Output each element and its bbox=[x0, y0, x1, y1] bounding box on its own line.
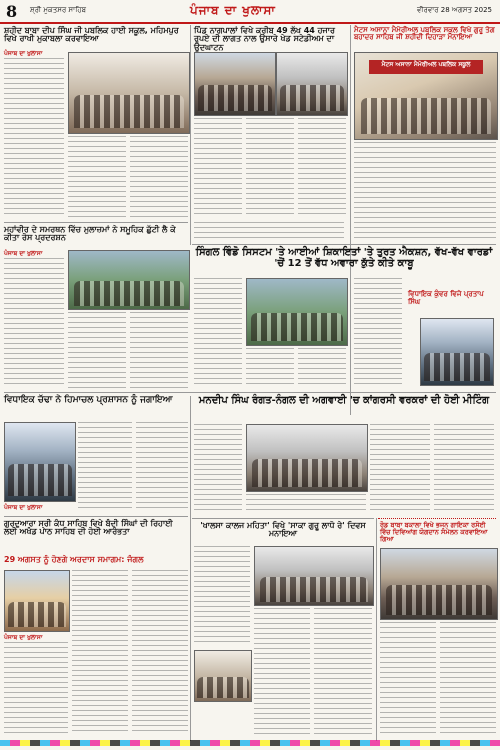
school-photo bbox=[68, 52, 190, 134]
article-text bbox=[314, 608, 372, 735]
article-text bbox=[132, 570, 188, 735]
headline-khalsa-college: 'ਖਾਲਸਾ ਕਾਲਜ ਮਹਿਤਾ' ਵਿਖੇ 'ਸਾਕਾ ਗੁਰੂ ਲਾਧੋ ਰੇ' ਦਿਵਸ ਮਨਾਇਆ bbox=[200, 521, 366, 539]
byline: ਪੰਜਾਬ ਦਾ ਖੁਲਾਸਾ bbox=[4, 250, 43, 257]
article-text bbox=[246, 494, 366, 514]
article-text bbox=[246, 348, 294, 388]
divyang-event-photo bbox=[380, 548, 498, 620]
headline-protest: ਮਹਾਂਵੀਰ ਦੇ ਸਮਰਥਨ ਵਿੱਚ ਮੁਲਾਜ਼ਮਾਂ ਨੇ ਸਮੂਹਿਕ ਛੁੱਟੀ ਲੈ ਕੇ ਕੀਤਾ ਰੋਸ ਪ੍ਰਦਰਸ਼ਨ bbox=[4, 225, 176, 243]
byline: ਪੰਜਾਬ ਦਾ ਖੁਲਾਸਾ bbox=[4, 50, 43, 57]
article-text bbox=[354, 142, 496, 242]
article-text bbox=[68, 312, 126, 388]
article-text bbox=[440, 622, 496, 735]
gurdwara-photo bbox=[4, 570, 70, 632]
headline-stadium: ਪਿੰਡ ਨਾਗਪਾਲਾਂ ਵਿਖੇ ਕਰੀਬ 49 ਲੱਖ 44 ਹਜਾਰ ਰੁਪਏ ਦੀ ਲਾਗਤ ਨਾਲ ਉਸਾਰੇ ਖੇਡ ਸਟੇਡੀਅਮ ਦਾ ਉਦਘਾਟਨ bbox=[194, 26, 336, 52]
article-text bbox=[68, 136, 126, 218]
article-text bbox=[194, 118, 242, 218]
article-text bbox=[434, 424, 494, 514]
article-text bbox=[298, 348, 346, 388]
article-text bbox=[370, 424, 430, 514]
school-event-photo bbox=[354, 52, 498, 140]
headline-divyang: ਰੋਡ ਬਾਬਾ ਬਕਾਲਾ ਵਿਖੇ ਭਜਨ ਗਾਇਕਾ ਰਸੋਈ ਵਿੱਚ ਦਿਵਿਆਂਗ ਯੋਗਦਾਨ ਸੰਮੇਲਨ ਕਰਵਾਇਆ ਗਿਆ bbox=[380, 521, 488, 543]
section-divider bbox=[4, 222, 188, 223]
headline-shaheedi-divas: ਮੈਟਸ ਅਸਾਨਾ ਮੈਮੋਰੀਅਲ ਪਬਲਿਕ ਸਕੂਲ ਵਿਖੇ ਗੁਰੂ ਤੇਗ ਬਹਾਦਰ ਸਾਹਿਬ ਜੀ ਸ਼ਹੀਦੀ ਦਿਹਾੜਾ ਮਨਾਇਆ bbox=[354, 26, 495, 42]
stray-dogs-photo bbox=[246, 278, 348, 346]
article-text bbox=[354, 278, 402, 388]
print-color-bar bbox=[0, 740, 500, 746]
section-divider bbox=[192, 518, 374, 519]
headline-gurdwara: ਗੁਰਦੁਆਰਾ ਸ੍ਰੀ ਕੰਧ ਸਾਹਿਬ ਵਿਖੇ ਬੰਦੀ ਸਿੰਘਾਂ ਦੀ ਰਿਹਾਈ ਲਈ ਅਖੰਡ ਪਾਠ ਸਾਹਿਬ ਦੀ ਹੋਈ ਆਰੰਭਤਾ bbox=[4, 519, 173, 537]
column-divider bbox=[350, 25, 351, 415]
article-text bbox=[298, 118, 346, 218]
article-text bbox=[72, 570, 128, 735]
headline-congress-meeting: ਮਨਦੀਪ ਸਿੰਘ ਰੰਗਤ-ਨੰਗਲ ਦੀ ਅਗਵਾਈ 'ਚ ਕਾਂਗਰਸੀ ਵਰਕਰਾਂ ਦੀ ਹੋਈ ਮੀਟਿੰਗ bbox=[198, 395, 490, 406]
mla-portrait bbox=[420, 318, 494, 386]
headline-stray-dogs: ਸਿੰਗਲ ਵਿੰਡੋ ਸਿਸਟਮ 'ਤੇ ਆਈਆਂ ਸ਼ਿਕਾਇਤਾਂ 'ਤੇ ਤੁਰਤ ਐਕਸ਼ਨ, ਵੱਖ-ਵੱਖ ਵਾਰਡਾਂ 'ਚੋਂ 12 ਤੋਂ ਵੱਧ ਅਵਾਰਾ ਕੁੱਤੇ ਕੀਤੇ ਕਾਬੂ bbox=[195, 247, 493, 269]
congress-meeting-photo bbox=[246, 424, 368, 492]
newspaper-title: ਪੰਜਾਬ ਦਾ ਖੁਲਾਸਾ bbox=[190, 3, 276, 17]
article-text bbox=[194, 424, 242, 514]
section-divider bbox=[378, 518, 496, 520]
section-divider bbox=[4, 516, 188, 517]
pull-quote: ਵਿਧਾਇਕ ਕੁੰਵਰ ਵਿਜੇ ਪ੍ਰਤਾਪ ਸਿੰਘ bbox=[408, 290, 484, 307]
byline: ਪੰਜਾਬ ਦਾ ਖੁਲਾਸਾ bbox=[4, 634, 43, 641]
article-text bbox=[4, 58, 64, 218]
column-divider bbox=[190, 25, 191, 245]
issue-date: ਵੀਰਵਾਰ 28 ਅਗਸਤ 2025 bbox=[417, 6, 492, 14]
article-text bbox=[380, 622, 436, 735]
article-text bbox=[130, 312, 188, 388]
masthead-location: ਸ਼੍ਰੀ ਮੁਕਤਸਰ ਸਾਹਿਬ bbox=[30, 6, 87, 14]
stadium-photo-2 bbox=[276, 52, 348, 116]
headline-himachal: ਵਿਧਾਇਕ ਚੱਢਾ ਨੇ ਹਿਮਾਚਲ ਪ੍ਰਸ਼ਾਸਨ ਨੂੰ ਜਗਾਇਆ bbox=[4, 395, 173, 405]
masthead bbox=[0, 0, 500, 24]
article-text bbox=[78, 422, 132, 512]
article-text bbox=[194, 222, 344, 242]
headline-school-rakhi: ਸ਼ਹੀਦ ਬਾਬਾ ਦੀਪ ਸਿੰਘ ਜੀ ਪਬਲਿਕ ਹਾਈ ਸਕੂਲ, ਮਹਿਮਪੁਰ ਵਿਖੇ ਰਾਖੀ ਮੁਕਾਬਲਾ ਕਰਵਾਇਆ bbox=[4, 26, 179, 44]
section-divider bbox=[4, 392, 496, 393]
mla-chadha-photo bbox=[4, 422, 76, 502]
column-divider bbox=[190, 396, 191, 741]
article-text bbox=[136, 422, 188, 512]
section-divider bbox=[192, 244, 496, 245]
protest-photo bbox=[68, 250, 190, 310]
article-text bbox=[130, 136, 188, 218]
stadium-photo-1 bbox=[194, 52, 276, 116]
page-number: 8 bbox=[6, 2, 18, 21]
college-event-photo bbox=[254, 546, 374, 606]
article-text bbox=[4, 642, 68, 735]
college-inset-photo bbox=[194, 650, 252, 702]
article-text bbox=[254, 608, 310, 735]
article-text bbox=[4, 258, 64, 388]
column-divider bbox=[376, 518, 377, 741]
photo-banner-text: ਮੈਟਸ ਅਸਾਨਾ ਮੈਮੋਰੀਅਲ ਪਬਲਿਕ ਸਕੂਲ bbox=[369, 60, 483, 74]
article-text bbox=[194, 278, 242, 388]
byline: ਪੰਜਾਬ ਦਾ ਖੁਲਾਸਾ bbox=[4, 504, 43, 511]
article-text bbox=[246, 118, 294, 218]
article-text bbox=[194, 546, 250, 646]
headline-ardas: 29 ਅਗਸਤ ਨੂੰ ਹੋਣਗੇ ਅਰਦਾਸ ਸਮਾਗਮ: ਜੰਗਲ bbox=[4, 555, 144, 564]
